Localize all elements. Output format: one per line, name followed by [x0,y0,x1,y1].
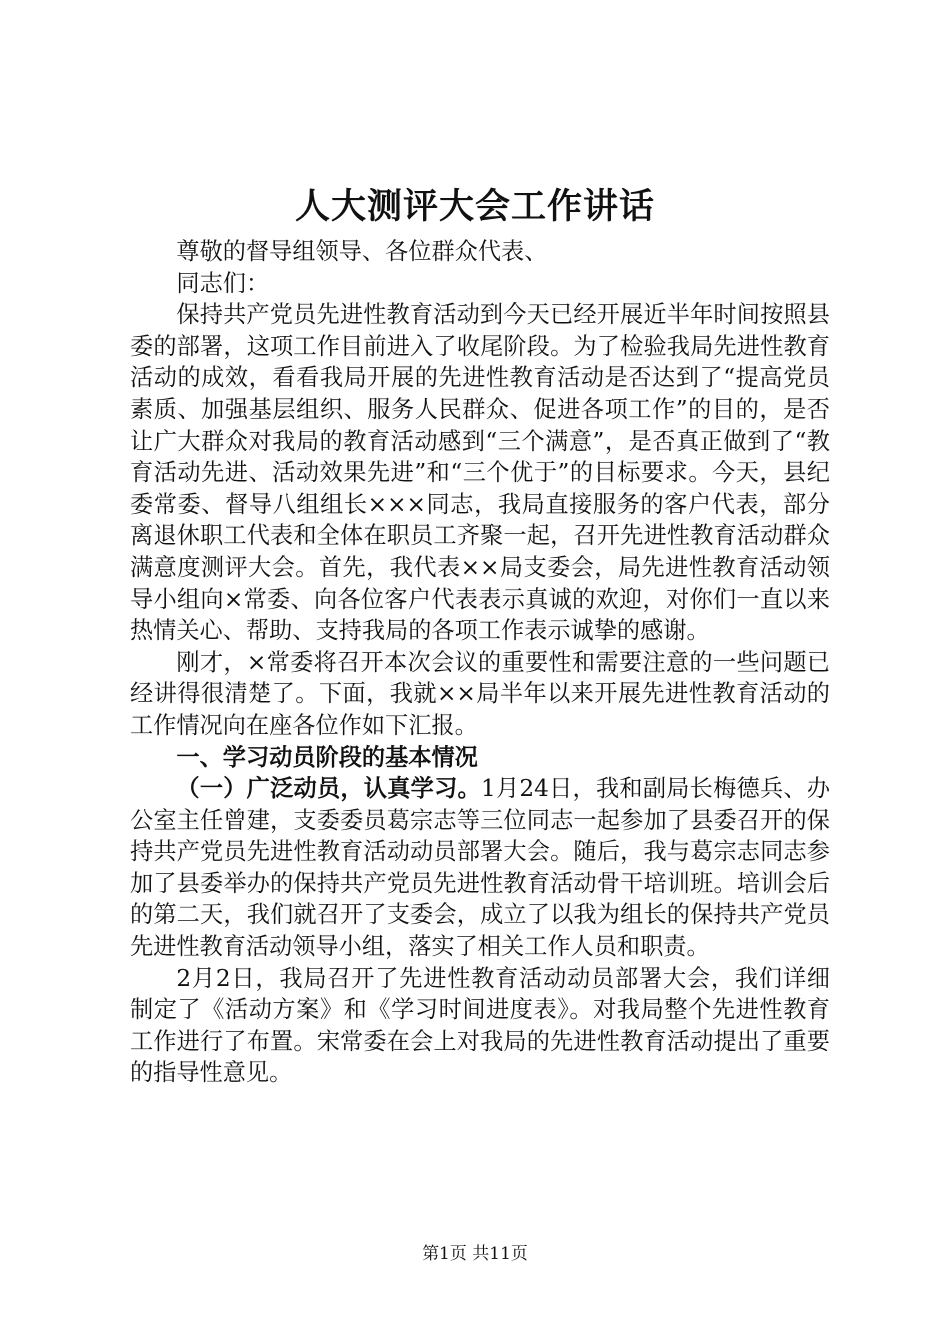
paragraph-4: 2月2日，我局召开了先进性教育活动动员部署大会，我们详细制定了《活动方案》和《学习时间进度表》。对我局整个先进性教育工作进行了布置。宋常委在会上对我局的先进性教育活动提出了重要的指导性意见。 [130,964,830,1087]
paragraph-3 [130,773,830,963]
document-title: 人大测评大会工作讲话 [294,186,655,227]
paragraph-3-lead: （一）广泛动员，认真学习。 [176,775,481,803]
paragraph-1: 保持共产党员先进性教育活动到今天已经开展近半年时间按照县委的部署，这项工作目前进入了收尾阶段。为了检验我局先进性教育活动的成效，看看我局开展的先进性教育活动是否达到了“提高党员素质、加强基层组织、服务人民群众、促进各项工作”的目的，是否让广大群众对我局的教育活动感到“三个满意”，是否真正做到了“教育活动先进、活动效果先进”和“三个优于”的目标要求。今天，县纪委常委、督导八组组长×××同志，我局直接服务的客户代表，部分离退休职工代表和全体在职员工齐聚一起，召开先进性教育活动群众满意度测评大会。首先，我代表××局支委会，局先进性教育活动领导小组向×常委、向各位客户代表表示真诚的欢迎，对你们一直以来热情关心、帮助、支持我局的各项工作表示诚挚的感谢。 [130,301,830,645]
page-footer: 第1页 共11页 [422,1244,528,1264]
section-heading-1: 一、学习动员阶段的基本情况 [176,743,478,771]
document-body [130,236,830,1089]
paragraph-2: 刚才，×常委将召开本次会议的重要性和需要注意的一些问题已经讲得很清楚了。下面，我就××局半年以来开展先进性教育活动的工作情况向在座各位作如下汇报。 [130,648,830,739]
salutation-line-2: 同志们： [176,269,270,297]
salutation-line-1: 尊敬的督导组领导、各位群众代表、 [176,238,548,265]
paragraph-3-body: 1月24日，我和副局长梅德兵、办公室主任曾建，支委委员葛宗志等三位同志一起参加了县委召开的保持共产党员先进性教育活动动员部署大会。随后，我与葛宗志同志参加了县委举办的保持共产党员先进性教育活动骨干培训班。培训会后的第二天，我们就召开了支委会，成立了以我为组长的保持共产党员先进性教育活动领导小组，落实了相关工作人员和职责。 [130,775,831,961]
